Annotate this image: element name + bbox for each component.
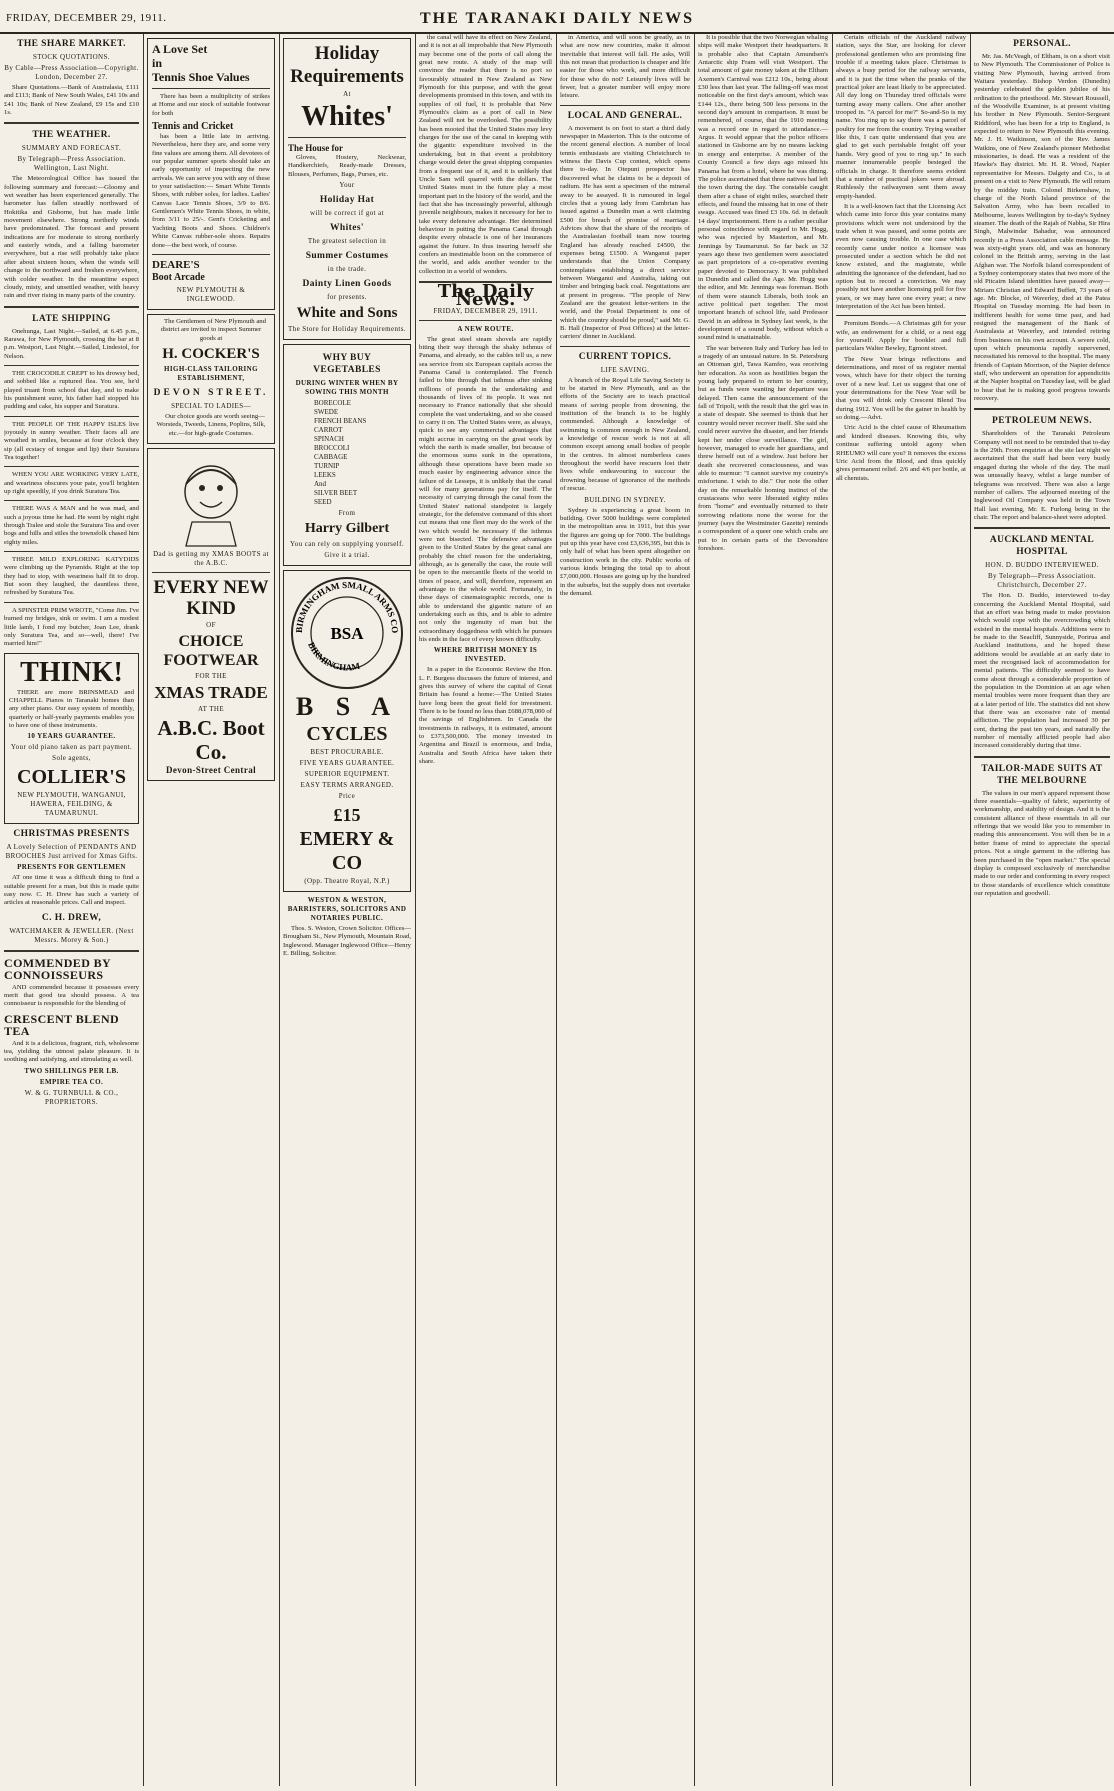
in-trade: in the trade. [327,265,367,274]
rely-line: You can rely on supplying yourself. [289,540,404,549]
cocker-tailoring: HIGH-CLASS TAILORING ESTABLISHMENT, [164,364,258,382]
divider [560,105,690,106]
column-7-text-2: It is a well-known fact that the Licensing Act which came into force this year contains many provisions which were not understood by the trade when it was passed, and some points are even now causing trouble. In one case which recently came under notice a licensee was prosecuted under a section which he did not know existed, and the magistrate, while admitting the ignorance of the defendant, had no option but to record a conviction. We may possibly not have another licensing poll for five years, or we may have one every year; a new interpretation of the Act has been hinted. [836,202,966,310]
masthead [0,10,1114,34]
column-rule [143,34,144,1786]
suratura-ad-1: THE CROCODILE CREPT to his drowsy bed, and sobbed like a ruptured flea. You see, he'd played truant from school that day, and to make his punishment surer, his father had stopped his pudding and cake, his supper and Suratura. [4,369,139,411]
masthead-date: FRIDAY, DECEMBER 29, 1911. [6,12,167,24]
divider [4,122,139,124]
colliers-ad [4,653,139,825]
local-general-body: A movement is on foot to start a third daily newspaper in Masterton. This is the outcome of the recent general election. A number of local tennis enthusiasts are visiting Christchurch to witness the Davis Cup contest, which opens there to-day. In Otepuni prospector has discovered what he claims to be a deposit of radium. He has sent a specimen of the mineral away to be assayed. It is rumoured in legal circles that a young lady from Cambrian has issued against a Dunedin man a writ claiming £500 for breach of promise of marriage. Advices show that the share of the receipts of the Australasian football team now touring England has already reached £4500, the expenses being £1500. A Wanganui paper understands that the Union Company contemplates establishing a direct service between Wanganui and Australia, taking out timber and bringing back coal. Negotiations are at present in progress. "The people of New Zealand are the greatest letter-writers in the world, and the Postal Department is one of which the country should be proud," said Mr. G. B. Hall (Inspector of Post Offices) at the letter-carriers' dinner in Auckland. [560,124,690,341]
stock-quotations-heading: STOCK QUOTATIONS. [33,53,110,61]
divider [288,137,406,138]
column-6 [698,34,828,1786]
weather-byline: By Telegraph—Press Association. Wellington, Last Night. [17,155,126,173]
veg-heading: WHY BUY VEGETABLES [313,353,381,376]
column-rule [970,34,971,1786]
emblem-top-text: BIRMINGHAM SMALL ARMS CO [293,579,401,634]
veg-list-item: SILVER BEET [314,489,358,498]
for-presents: for presents. [327,293,367,302]
divider [4,466,139,467]
building-sydney-heading: BUILDING IN SYDNEY. [584,495,666,504]
daily-news-title: The Daily News. [437,280,534,311]
cocker-intro: The Gentlemen of New Plymouth and district are invited to inspect Summer goods at [160,317,266,342]
divider [560,346,690,347]
building-sydney-body: Sydney is experiencing a great boom in building. Over 5000 buildings were completed in the metropolitan area in 1911, but this year the figures are going up for 7000. The buildings put up this year have cost £3,636,395, but this is only half of what has been spent altogether on construction work in the city. Public works of various kinds bringing the total up to about £7,000,000. Houses are going up by the hundred in the suburbs, but the supply does not overtake the demand. [560,506,690,597]
divider [4,365,139,366]
suratura-ad-6: A SPINSTER PRIM WROTE, "Come Jim. I've burned my bridges, sink or swim. I am a modest little lamb, I fond my butcher, Joan Lee, drank only Suratura Tea, and so—well, there! I've married him!" [4,606,139,648]
house-for: The House for [288,143,343,153]
column-5 [560,34,690,1786]
weather-heading: THE WEATHER. [32,130,111,141]
veg-list-item: BORECOLE [314,399,351,408]
special-ladies: SPECIAL TO LADIES— [171,401,251,410]
from-word: From [338,509,356,518]
british-money-heading: WHERE BRITISH MONEY IS INVESTED. [433,646,538,664]
column-rule [556,34,557,1786]
tailor-body: The values in our men's apparel represent those three essentials—quality of fabric, superiority of workmanship, and stability of design. And it is the consistent alliance of these essentials in all our offerings that we would like you to remember in reading this announcement. You will then be in a better frame of mind to appreciate the special prices. Not a single garment in the offering has been purchased in the "open market." The special display is composed exclusively of merchandise made to our order and conforming in every respect to those standards of excellence which constitute our reputation and goodwill. [974,789,1110,897]
loveset-line-1: A Love Set [152,42,208,56]
think-body: THERE are more BRINSMEAD and CHAPPELL Pianos in Taranaki homes than any other piano. Our easy system of monthly, quarterly or half-yearly payments enables you to have one of these instruments. [9,688,134,729]
superior-equipment: SUPERIOR EQUIPMENT. [304,770,390,779]
commended-heading: COMMENDED BY CONNOISSEURS [4,955,111,982]
commended-body: AND commended because it possesses every merit that good tea should possess. A tea connoisseur is responsible for the blending of [4,983,139,1008]
devon-street-central: Devon-Street Central [165,764,257,775]
new-route-heading: A NEW ROUTE. [457,324,514,333]
column-4 [419,34,552,1786]
shipping-body: Onehunga, Last Night.—Sailed, at 6.45 p.m., Rarawa, for New Plymouth, crossing the bar at 8 p.m. Westport, Last Night.—Sailed, Lindestol, for Nelson. [4,327,139,360]
dainty-linen: Dainty Linen Goods [302,279,392,290]
emery-address: (Opp. Theatre Royal, N.P.) [304,877,390,886]
harry-gilbert: Harry Gilbert [304,521,390,537]
trial-line: Give it a trial. [324,551,370,560]
of-word: OF [206,620,216,629]
summer-costumes: Summer Costumes [305,251,389,262]
emery-name: EMERY & CO [299,828,395,875]
canal-text-continued: the canal will have its effect on New Zealand, and it is not at all improbable that New Plymouth may become one of the ports of call along the great new route. A study of the map will convince the reader that there is no port so favourably situated in New Zealand as New Plymouth for this purpose, and with the great developments promised in this town, and with its supplies of oil fuel, it is probable that New Plymouth's claim as a port of call in New Zealand will not be overlooked. The possibility has been mooted that the United States may levy charges for the use of the canal in keeping with the gigantic expenditure involved in the undertaking, but in that event a prohibitory charge would deter the great shipping companies from a frequent use of it, and it is unlikely that Uncle Sam will quarrel with the dollars. The United States must in the future play a most important part in the history of the world, and the fact that she has increasingly powerful, although juvenile neighbours, makes it necessary for her to take every defensive advantage. Her determined behaviour in putting the Panama Canal through despite every obstacle is one of her insurances against the future. In thus insuring herself she confers an inestimable boon on the commerce of the world, and adds another wonder to the collection in a world of wonders. [419,34,552,275]
bsa-ad [283,570,411,892]
crescent-heading: CRESCENT BLEND TEA [4,1011,120,1038]
weather-body: The Meteorological Office has issued the following summary and forecast:—Gloomy and wet weather has been experienced generally. The barometer has fallen steadily northward of Hokitika and Gisborne, but has made little movement elsewhere. Strong northerly winds have predominated. The forecast and present indications are for moderate to strong northerly and easterly winds, and a falling barometer everywhere, but a rise will probably take place after about sixteen hours, when the winds will change to the northward and freshen everywhere, with colder weather. In the meantime expect cloudy, misty, and unsettled weather, with heavy rain and river rising in many parts of the country. [4,175,139,300]
cocker-name: H. COCKER'S [162,345,260,362]
life-saving-body: A branch of the Royal Life Saving Society is to be started in New Plymouth, and as the efforts of the Society are to teach practical means of saving people from drowning, the institution of the branch is to be highly commended. Although a knowledge of swimming is common enough in New Zealand, a knowledge of rescue work is not at all common except among small bodies of people in the centres. In almost numberless cases throughout the world have rescuers lost their lives while endeavouring to succour the drowning because of ignorance of the methods of rescue. [560,376,690,493]
divider [974,756,1110,758]
auckland-mental-heading: AUCKLAND MENTAL HOSPITAL [989,535,1095,558]
every-new-kind: EVERY NEW KIND [153,576,269,619]
crescent-body: And it is a delicious, fragrant, rich, wholesome tea, yielding the utmost palate pleasure. It is soothing and satisfying, and stimulating as well. [4,1039,139,1064]
whites-name-2: Whites' [330,223,364,234]
holiday-hat: Holiday Hat [319,195,375,206]
at-the: AT THE [197,704,225,713]
suratura-ad-5: THREE MILD EXPLORING KATYDIDS were climbing up the Pyramids. Right at the top they had to stop, with weariness half fit to drop. But soon they laughed, the dauntless three, refreshed by Suratura Tea. [4,556,139,597]
column-rule [415,34,416,1786]
house-body: Gloves, Hosiery, Neckwear, Handkerchiefs, Ready-made Dresses, Blouses, Perfumes, Bags, Purses, etc. [288,154,406,178]
your-word: Your [339,181,355,190]
dad-caption: Dad is getting my XMAS BOOTS at the A.B.C. [153,549,269,567]
life-saving-heading: LIFE SAVING. [600,365,650,374]
veg-list-item: CABBAGE [314,453,348,462]
white-and-sons: White and Sons [296,305,398,322]
veg-list-item: SPINACH [314,435,344,444]
divider [4,602,139,603]
suratura-ad-2: THE PEOPLE OF THE HAPPY ISLES live joyously in sunny weather. Their faces all are wreathed in smiles, because at four o'clock they sip (all ecstacy of tongue and lip) their Suratura Tea together! [4,420,139,461]
veg-list-item: TURNIP [314,462,340,471]
drew-body: AT one time it was a difficult thing to find a suitable present for a man, but this is made quite easy now. C. H. Drew has such a variety of articles at reasonable prices. Call and inspect. [4,874,139,907]
turnbull-line: W. & G. TURNBULL & CO., PROPRIETORS. [24,1088,119,1106]
choice-footwear: CHOICE FOOTWEAR [163,632,259,669]
will-be-correct: will be correct if got at [310,209,384,218]
share-market-heading: THE SHARE MARKET. [17,39,126,49]
veg-list-item: FRENCH BEANS [314,417,367,426]
divider [974,408,1110,410]
column-rule [279,34,280,1786]
devon-street: DEVON STREET. [153,387,269,398]
column-7-text-1: Certain officials of the Auckland railway station, says the Star, are looking for clever professional gentlemen who are promising fine trouble if a meeting takes place. Christmas is always a busy period for the railway servants, and it is just the time when the pranks of the practical joker are least likely to be appreciated. All day long on Thursday tired officials were turning away many callers. One after another trooped in. "A parcel for me?" So-and-So is my name. You ring up to say there was a parcel of poultry for me from the country. Trying weather like this, I can quite understand that you are glad to get such perishable freight off your hands. Very good of you to ring up." In such manner innumerable people besieged the officials in charge. It therefore seems evident that a number of practical jokers were abroad. Ruthlessly the railwaymen sent them away empty-handed. [836,34,966,200]
abc-boot-co: A.B.C. Boot Co. [157,715,265,764]
loveset-ad [147,38,275,310]
old-piano-line: Your old piano taken as part payment. [10,743,133,752]
share-body: Share Quotations.—Bank of Australasia, £111 and £113; Bank of New South Wales, £41 10s and £41 10s; Bank of New Zealand, £9 15s and £10 1s. [4,84,139,117]
think-heading: THINK! [20,656,123,688]
suratura-ad-3: WHEN YOU ARE WORKING VERY LATE, and weariness obscures your pate, you'll brighten up right speedily, if you drink Suratura Tea. [4,471,139,496]
column-8 [974,34,1110,1786]
masthead-title: THE TARANAKI DAILY NEWS [419,10,695,27]
cycles: CYCLES [306,723,388,746]
loveset-line-2: in [152,56,163,70]
child-illustration [152,452,270,548]
shipping-heading: LATE SHIPPING [32,313,111,324]
deare-places: NEW PLYMOUTH & INGLEWOOD. [176,285,246,303]
divider [152,88,270,89]
veg-list [288,399,406,507]
column-3 [283,34,411,1786]
price-word: Price [338,792,356,801]
whites-name: Whites' [301,101,393,132]
divider [4,950,139,952]
petroleum-body: Shareholders of the Taranaki Petroleum Company will not need to be reminded that to-day is the 29th. From enquiries at the site last night we ascertained that the staff had been very busily engaged during the whole of the day. The mail was unusually heavy, whilst a large number of telegrams was received. There was also a large number of callers. The adjourned meeting of the Inglewood Oil Company was held in the Town Hall last evening, Mr. E. Furlong being in the chair. The report and balance-sheet were adopted. [974,430,1110,521]
price-line: TWO SHILLINGS PER LB. [24,1066,119,1075]
deare-arcade: Boot Arcade [152,271,205,283]
weston-heading: WESTON & WESTON, BARRISTERS, SOLICITORS AND NOTARIES PUBLIC. [287,896,407,923]
bsa-letters: B S A [295,692,399,722]
share-byline: By Cable—Press Association—Copyright. London, December 27. [4,64,139,81]
veg-subheading: DURING WINTER WHEN BY SOWING THIS MONTH [295,379,399,397]
uric-acid: Uric Acid is the chief cause of Rheumatism and kindred diseases. Knowing this, why continue suffering untold agony when RHEUMO will cure you? It removes the excess Uric Acid from the Blood, and thus quickly gives permanent relief. 2/6 and 4/6 per bottle, at all chemists. [836,424,966,482]
greatest-selection: The greatest selection in [307,237,387,246]
weston-body: Thos. S. Weston, Crown Solicitor. Offices—Brougham St., New Plymouth, Mountain Road, Inglewood. Manager Inglewood Office—Henry E. Billing, Solicitor. [283,925,411,958]
veg-list-item: And [314,480,327,489]
emblem-center-text: BSA [330,624,364,644]
column-1 [4,34,139,1786]
store-line: The Store for Holiday Requirements. [288,325,407,334]
divider [974,527,1110,529]
vegetables-ad [283,344,411,566]
easy-terms: EASY TERMS ARRANGED. [300,781,394,790]
abc-ad [147,448,275,781]
tennis-body: has been a little late in arriving. Nevertheless, here they are, and some very fine values are among them. All devotees of our popular summer sports should take an early opportunity of inspecting the new arrivals. We can serve you with any of these to your satisfaction:— Smart White Tennis Shoes, with rubber soles, for ladies. Ladies' Canvas Lace Tennis Shoes, 3/9 to 8/6. Gentlemen's White Tennis Shoes, in white, from 3/11 to 25/-. Gent's Cricketing and Yachting Boots and Shoes. Children's White Canvas rubber-sole shoes. Repairs done—the best work, of course. [152,133,270,249]
empire-tea-line: EMPIRE TEA CO. [39,1077,104,1086]
divider [4,416,139,417]
divider [4,306,139,308]
veg-list-item: CARROT [314,426,343,435]
emblem-bottom-text: BIRMINGHAM [306,640,361,673]
for-the: FOR THE [195,671,227,680]
divider [152,572,270,573]
suratura-ad-4: THERE WAS A MAN and he was mad, and such a joyous time he had. He went by night right through Tralee and stole the Suratura Tea and over bogs and hills and stiles the townsfolk chased him eighty miles. [4,505,139,546]
drew-sub: WATCHMAKER & JEWELLER. (Next Messrs. Morey & Son.) [9,926,134,944]
colliers-name: COLLIER'S [17,766,126,789]
whites-ad [283,38,411,340]
current-topics-heading: CURRENT TOPICS. [578,351,672,362]
loveset-body: There has been a multiplicity of strikes at Home and our stock of suitable footwear for both [152,93,270,117]
guarantee-line: 10 YEARS GUARANTEE. [27,732,116,741]
cocker-ad [147,314,275,444]
daily-news-date: FRIDAY, DECEMBER 29, 1911. [433,306,538,315]
personal-heading: PERSONAL. [1013,39,1071,49]
column-7 [836,34,966,1786]
buddo-byline: By Telegraph—Press Association. Christchurch, December 27. [987,572,1097,590]
column-6-text-1: It is possible that the two Norwegian whaling ships will make Westport their headquarters. It is probable also that Captain Amundsen's Antarctic ship Fram will visit Westport. The total amount of gate money taken at the Eltham Axemen's Carnival was £212 10s., being about £30 less than last year. The falling-off was most noticeable on the first day's amount, which was £144 12s., there being 500 less persons in the second day's amount in comparison. It must be remembered, of course, that the 1910 meeting was a record one in regard to attendance.—Argus. It would appear that the police officers stationed in Gisborne are by no means lacking in energy and enterprise. A member of the County Council a few days ago missed his Panama hat from a hotel, where he was dining. The police ascertained that three natives had left the town during the day. The constable caught them after a chase of eight miles, searched their effects, and found the missing hat in one of their swags. Accused was fined £3 10s. 6d. in default 14 days' imprisonment. Here is a rather peculiar personal coincidence with regard to Mr. Hogg, who was rejected by Masterton, and Mr. Jennings by Taumarunui. So far back as 32 years ago these two gentlemen were associated as part proprietors of a co-operative evening paper devoted to Democracy. It was published in Dunedin and called the Age. Mr. Hogg was the editor, and Mr. Jennings was foreman. Both of them were staunch Liberals, both took an active political part together. The most important branch of school life, said Professor David in an address in Sydney last week, is the development of a sound body, without which a sound mind is unattainable. [698,34,828,342]
premium-bonds: Premium Bonds.—A Christmas gift for your wife, an endowment for a child, or a nest egg for yourself. Apply for booklet and full particulars Walter Bewley, Egmont street. [836,320,966,353]
british-money-body: In a paper in the Economic Review the Hon. L. F. Burgess discusses the future of interest, and gives this survey of where the capital of Great Britain has found a home:—The United States have long been the great field for investment. There is to be found no less than £688,078,000 of the savings of Englishmen. In Canada the investments in railways, it is estimated, amount to £373,500,000. The money invested in Argentina and Brazil is enormous, and India, Australia and South Africa have taken their share. [419,666,552,766]
veg-list-item: SEED [314,498,332,507]
five-years: FIVE YEARS GUARANTEE. [299,759,395,768]
xmas-trade: XMAS TRADE [154,682,268,702]
new-route-body: The great steel steam shovels are rapidly biting their way through the shaky isthmus of Panama, and already, so the cables tell us, a new sea service from six European capitals across the Panama Canal is contemplated. The French failed to bite through that isthmus after sinking millions of pounds in the undertaking and thousands of lives of its people. It was not necessary to France nationally that she should complete the vast undertaking, and so she ceased to carry it on. The United States were, as always, quick to see any commercial advantages that might accrue in carrying on the great work by which the earth is made smaller, but because of the enormous sums sunk in the operations, although these operations have been made so much easier by engineering advance since the failure of de Lesseps, it is unlikely that the canal will for many generations pay for itself. The necessity of carrying through the canal from the United States' national standpoint is largely strategic, for the defensive command of this short cut means that one fleet may do the work of the two which would be necessary if the isthmus were not bisected. The defensive advantages given to the United States by the great canal are probably the chief reason for the undertaking, although, as is generally the case, the route will be open to the mercantile fleets of the world in times of peace, and will, therefore, represent an advantage to the whole world. Fortunately, in these days of cinematographic records, one is able to understand the gigantic nature of an undertaking such as this, and is able to admire not only the ingenuity of man but the extraordinary doggedness with which he pursues his ends in the face of every known difficulty. [419,335,552,644]
christmas-presents-heading: CHRISTMAS PRESENTS [13,829,130,840]
tailor-heading: TAILOR-MADE SUITS AT THE MELBOURNE [981,763,1103,786]
svg-text:BIRMINGHAM [306,641,361,673]
petroleum-heading: PETROLEUM NEWS. [992,416,1092,427]
deare-name: DEARE'S [152,258,200,271]
christmas-presents-body: A Lovely Selection of PENDANTS AND BROOCHES Just arrived for Xmas Gifts. [5,843,138,861]
divider [152,254,270,255]
column-6-text-2: The war between Italy and Turkey has led to a tragedy of an unusual nature. In St. Petersburg an Ottoman girl, Tawa Kamfeo, was receiving her education. As soon as hostilities began the young lady prepared to return to her country, but as funds were wanting her departure was delayed. Then came the announcement of the fall of Tripoli, with the result that the girl was in a state of despair. She seemed to think that her country would never recover itself. She said she could never survive the disaster, and her friends kept her under close surveillance. The girl, however, managed to evade her guardians, and threw herself out of a window. Just before her death she recovered consciousness, and was able to murmur: "I cannot survive my country's misfortune. I wish to die." Our note the other day on the remarkable homing instinct of the crustaceans who were liberated eighty miles from "home" and eventually returned to their sorrowing relations none the worse for the journey (says the Westminster Gazette) reminds a correspondent of a queer one which crabs are put to in certain parts of the Devonshire foreshore. [698,344,828,552]
buddo-heading: HON. D. BUDDO INTERVIEWED. [985,561,1099,570]
at-word: At [343,90,351,98]
price-amount: £15 [333,805,361,826]
interest-text: in America, and will soon be greatly, as in what are now new countries, make it almost inevitable that interest will fall. He asks, Will this not mean that production is cheaper and life easier for those who work, and more difficult for those who do not? Leisurely lives will be fewer, but a greater number will enjoy more leisure. [560,34,690,100]
column-2 [147,34,275,1786]
column-rule [694,34,695,1786]
bsa-emblem [288,574,406,692]
best-procurable: BEST PROCURABLE. [310,748,384,757]
column-rule [832,34,833,1786]
weather-subheading: SUMMARY AND FORECAST. [21,144,122,153]
veg-list-item: LEEKS [314,471,336,480]
ladies-body: Our choice goods are worth seeing—Worsteds, Tweeds, Linens, Poplins, Silk, etc.—for high-grade Costumes. [156,412,266,437]
new-year-tea: The New Year brings reflections and determinations, and most of us register mental vows, which have for their object the turning over of a new leaf. Let us suggest that one of your determinations for the New Year will be that you will drink only Crescent Blend Tea during 1912. You will be the gainer in health by so doing.—Advt. [836,355,966,422]
personal-body: Mr. Jas. McVeagh, of Eltham, is on a short visit to New Plymouth. The Commissioner of Police is visiting New Plymouth, having arrived from Waitara yesterday. Bishop Verdon (Dunedin) yesterday celebrated the golden jubilee of his ordination to the priesthood. Mr. Stewart Roussell, of the Woodville Examiner, is at present visiting his brother in New Plymouth. Senior-Sergeant Riddiford, who has been for a trip to England, is expected to return to New Plymouth this evening. Mr. J. H. Watkinson, son of the Rev. James Watkins, one of New Zealand's pioneer Methodist missionaries, is dead. He was a resident of the Hawke's Bay district. Mr. H. R. Wood, Napier representative for Messrs. Dalgety and Co., is at present on a visit to New Plymouth. He will return by the midday train. Colonel Birkenshaw, in charge of the North Island province of the Salvation Army, who has been recalled to Melbourne, leaves Wellington by to-day's Sydney steamer. The death of the Rajah of Nabha, Sir Hira Singh, Malwindar Bahadur, was announced recently in a Press Association cable message. He was sixty-eight years old, and was an honorary colonel in the British army, serving in the last Afghan war. The Norfolk Island correspondent of a Sydney contemporary states that two more of the old Pitcairn Island identities have passed away—Miriam Christian and Edward Buffett, 73 years of age. Mr. Blocke, of Waverley, died at the Patea Hospital on Tuesday morning. He had been in indifferent health for some time past, and had resigned the management of the Bank of Australasia at Waverley, and intended retiring from business on his own account. A severe cold, upon which pneumonia rapidly supervened, necessitated his removal to the hospital. The many friends of Captain Morrison, of the Napier defence staff, who underwent an operation for appendicitis at the Napier hospital on Tuesday last, will be glad to hear that he is making good progress towards recovery. [974,53,1110,403]
loveset-line-3: Tennis Shoe Values [152,70,250,84]
drew-name: C. H. DREW, [41,912,102,923]
divider [4,551,139,552]
presents-gentlemen-heading: PRESENTS FOR GENTLEMEN [17,863,126,872]
divider [836,315,966,316]
buddo-body: The Hon. D. Buddo, interviewed to-day concerning the Auckland Mental Hospital, said that an effort was being made to make provision which would cope with the overcrowding which existed in the mental hospitals. Additions were to be made to the Seacliff, Sunnyside, Porirua and Auckland institutions, and he hoped these additions would be available at an early date to meet the recognised lack of accommodation for mental patients. The difficulty seemed to have come about through a considerable proportion of the population in the Dominion at an age when mental troubles were more frequent than they are at a later period of life. The statistics did not show that there was an excessive rate of mental affliction. The population had increased 30 per cent, during the past ten years, and naturally the number of mentally afflicted people had also increased considerably during that time. [974,592,1110,750]
tennis-heading: Tennis and Cricket [152,121,234,133]
divider [419,320,552,321]
colliers-places: NEW PLYMOUTH, WANGANUI, HAWERA, FEILDING, & TAUMARUNUI. [17,791,126,818]
sole-agents-line: Sole agents, [52,754,91,763]
local-general-heading: LOCAL AND GENERAL. [567,110,683,121]
veg-list-item: SWEDE [314,408,339,417]
holiday-requirements: Holiday Requirements [290,43,404,87]
divider [4,500,139,501]
veg-list-item: BROCCOLI [314,444,350,453]
